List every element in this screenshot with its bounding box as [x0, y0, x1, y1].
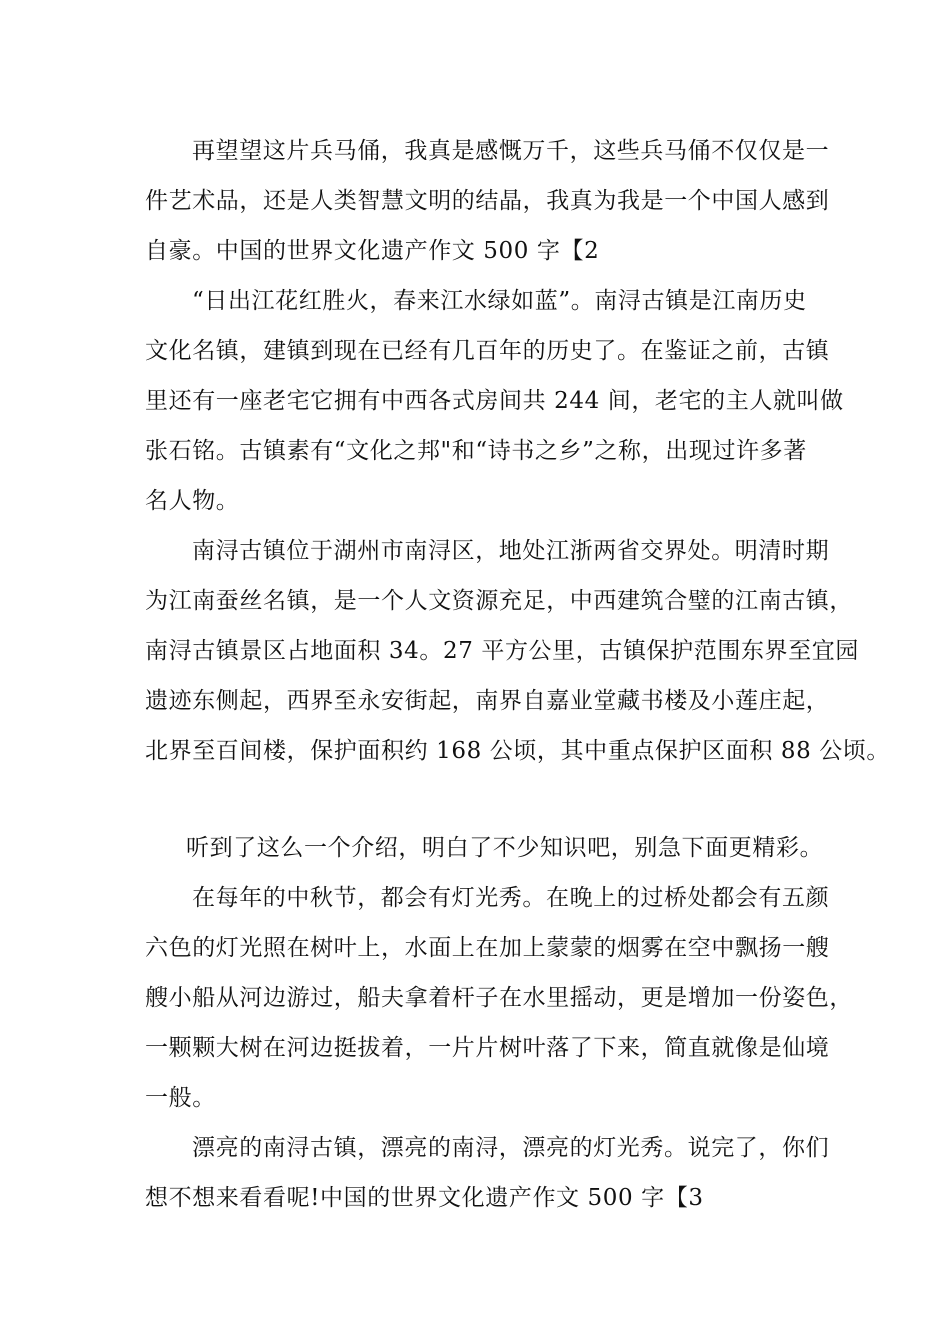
paragraph-1-line-2: 件艺术品，还是人类智慧文明的结晶，我真为我是一个中国人感到 [145, 188, 830, 214]
paragraph-2-line-5: 名人物。 [145, 488, 240, 514]
paragraph-1-line-1: 再望望这片兵马俑，我真是感慨万千，这些兵马俑不仅仅是一 [192, 138, 830, 164]
paragraph-3-line-3: 南浔古镇景区占地面积 34。27 平方公里，古镇保护范围东界至宜园 [145, 638, 859, 664]
paragraph-6-line-1: 漂亮的南浔古镇，漂亮的南浔，漂亮的灯光秀。说完了，你们 [192, 1135, 830, 1161]
paragraph-1-line-3: 自豪。中国的世界文化遗产作文 500 字【2 [145, 238, 600, 264]
paragraph-2-line-2: 文化名镇，建镇到现在已经有几百年的历史了。在鉴证之前，古镇 [145, 338, 830, 364]
paragraph-5-line-4: 一颗颗大树在河边挺拔着，一片片树叶落了下来，简直就像是仙境 [145, 1035, 830, 1061]
paragraph-3-line-2: 为江南蚕丝名镇，是一个人文资源充足，中西建筑合璧的江南古镇， [145, 588, 853, 614]
paragraph-2-line-4: 张石铭。古镇素有“文化之邦"和“诗书之乡”之称，出现过许多著 [145, 438, 807, 464]
paragraph-5-line-3: 艘小船从河边游过，船夫拿着杆子在水里摇动，更是增加一份姿色， [145, 985, 853, 1011]
paragraph-3-line-5: 北界至百间楼，保护面积约 168 公顷，其中重点保护区面积 88 公顷。 [145, 738, 891, 764]
paragraph-3-line-4: 遗迹东侧起，西界至永安街起，南界自嘉业堂藏书楼及小莲庄起， [145, 688, 830, 714]
paragraph-5-line-2: 六色的灯光照在树叶上，水面上在加上蒙蒙的烟雾在空中飘扬一艘 [145, 935, 830, 961]
paragraph-4-line-1: 听到了这么一个介绍，明白了不少知识吧，别急下面更精彩。 [186, 835, 824, 861]
paragraph-5-line-1: 在每年的中秋节，都会有灯光秀。在晚上的过桥处都会有五颜 [192, 885, 830, 911]
paragraph-3-line-1: 南浔古镇位于湖州市南浔区，地处江浙两省交界处。明清时期 [192, 538, 830, 564]
paragraph-5-line-5: 一般。 [145, 1085, 216, 1111]
paragraph-2-line-1: “日出江花红胜火，春来江水绿如蓝”。南浔古镇是江南历史 [192, 288, 807, 314]
paragraph-6-line-2: 想不想来看看呢!中国的世界文化遗产作文 500 字【3 [145, 1185, 704, 1211]
paragraph-2-line-3: 里还有一座老宅它拥有中西各式房间共 244 间，老宅的主人就叫做 [145, 388, 844, 414]
